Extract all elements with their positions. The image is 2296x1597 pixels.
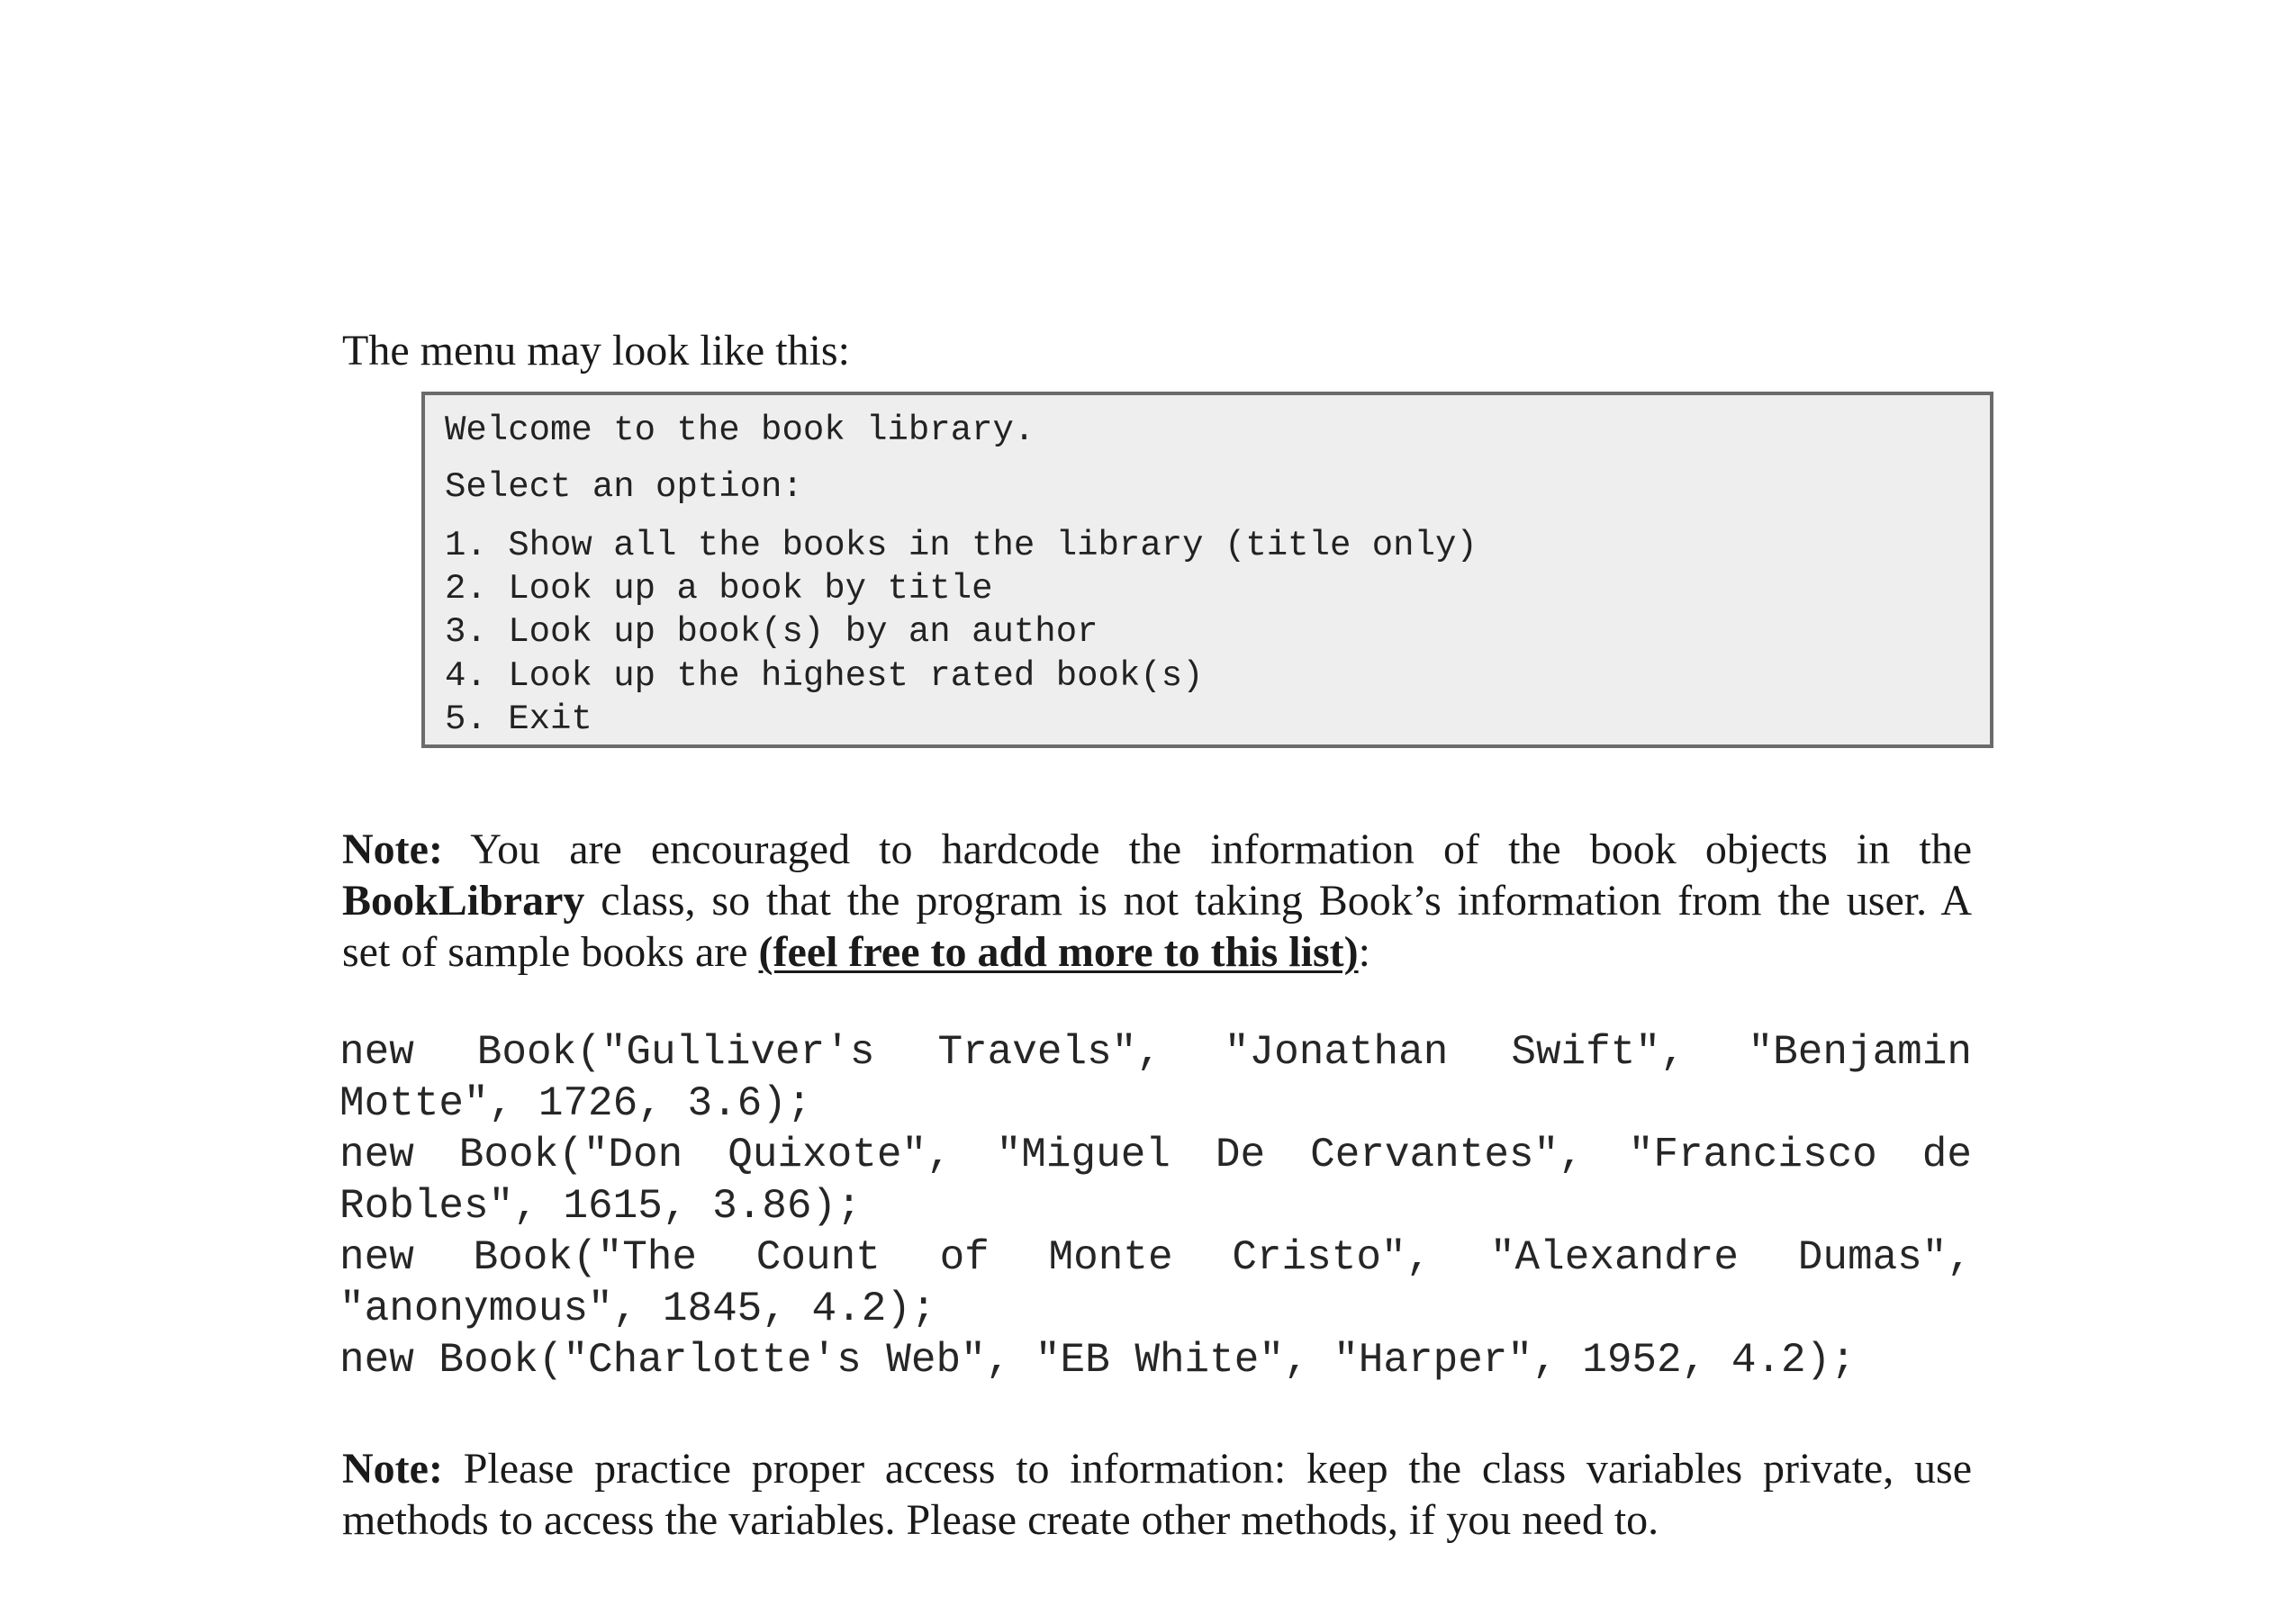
menu-option: 5. Exit bbox=[445, 699, 592, 739]
note-label: Note: bbox=[342, 1445, 443, 1493]
access-note-paragraph bbox=[342, 1443, 1972, 1546]
hardcode-note-paragraph bbox=[342, 824, 1972, 978]
code-line: new Book("Gulliver's Travels", "Jonathan Swift", "Benjamin bbox=[339, 1029, 1972, 1076]
code-line: new Book("Don Quixote", "Miguel De Cervantes", "Francisco de bbox=[339, 1132, 1972, 1178]
note-line: methods to access the variables. Please create other methods, if you need to. bbox=[342, 1496, 1659, 1544]
code-line: new Book("Charlotte's Web", "EB White", "Harper", 1952, 4.2); bbox=[339, 1337, 1856, 1384]
menu-welcome-line: Welcome to the book library. bbox=[445, 411, 1035, 450]
note-line: Note: Please practice proper access to information: keep the class variables private, use bbox=[342, 1445, 1972, 1493]
sample-books-code-block bbox=[339, 1027, 1972, 1386]
menu-example-box bbox=[421, 392, 1993, 748]
menu-option: 1. Show all the books in the library (title only) bbox=[445, 526, 1478, 565]
class-name: BookLibrary bbox=[342, 877, 585, 925]
code-line: Motte", 1726, 3.6); bbox=[339, 1080, 812, 1127]
menu-option: 4. Look up the highest rated book(s) bbox=[445, 656, 1204, 696]
code-line: Robles", 1615, 3.86); bbox=[339, 1183, 862, 1230]
code-line: new Book("The Count of Monte Cristo", "Alexandre Dumas", bbox=[339, 1234, 1972, 1281]
note-label: Note: bbox=[342, 826, 443, 873]
note-line: Note: You are encouraged to hardcode the information of the book objects in the bbox=[342, 826, 1972, 873]
menu-option: 2. Look up a book by title bbox=[445, 569, 993, 609]
emphasis-underlined: (feel free to add more to this list) bbox=[758, 928, 1359, 976]
note-line: BookLibrary class, so that the program is not taking Book’s information from the user. A bbox=[342, 877, 1973, 925]
menu-prompt-line: Select an option: bbox=[445, 467, 803, 507]
code-line: "anonymous", 1845, 4.2); bbox=[339, 1286, 936, 1332]
note-line: set of sample books are (feel free to add more to this list): bbox=[342, 928, 1370, 976]
menu-intro-text: The menu may look like this: bbox=[342, 327, 850, 374]
menu-option: 3. Look up book(s) by an author bbox=[445, 612, 1098, 652]
